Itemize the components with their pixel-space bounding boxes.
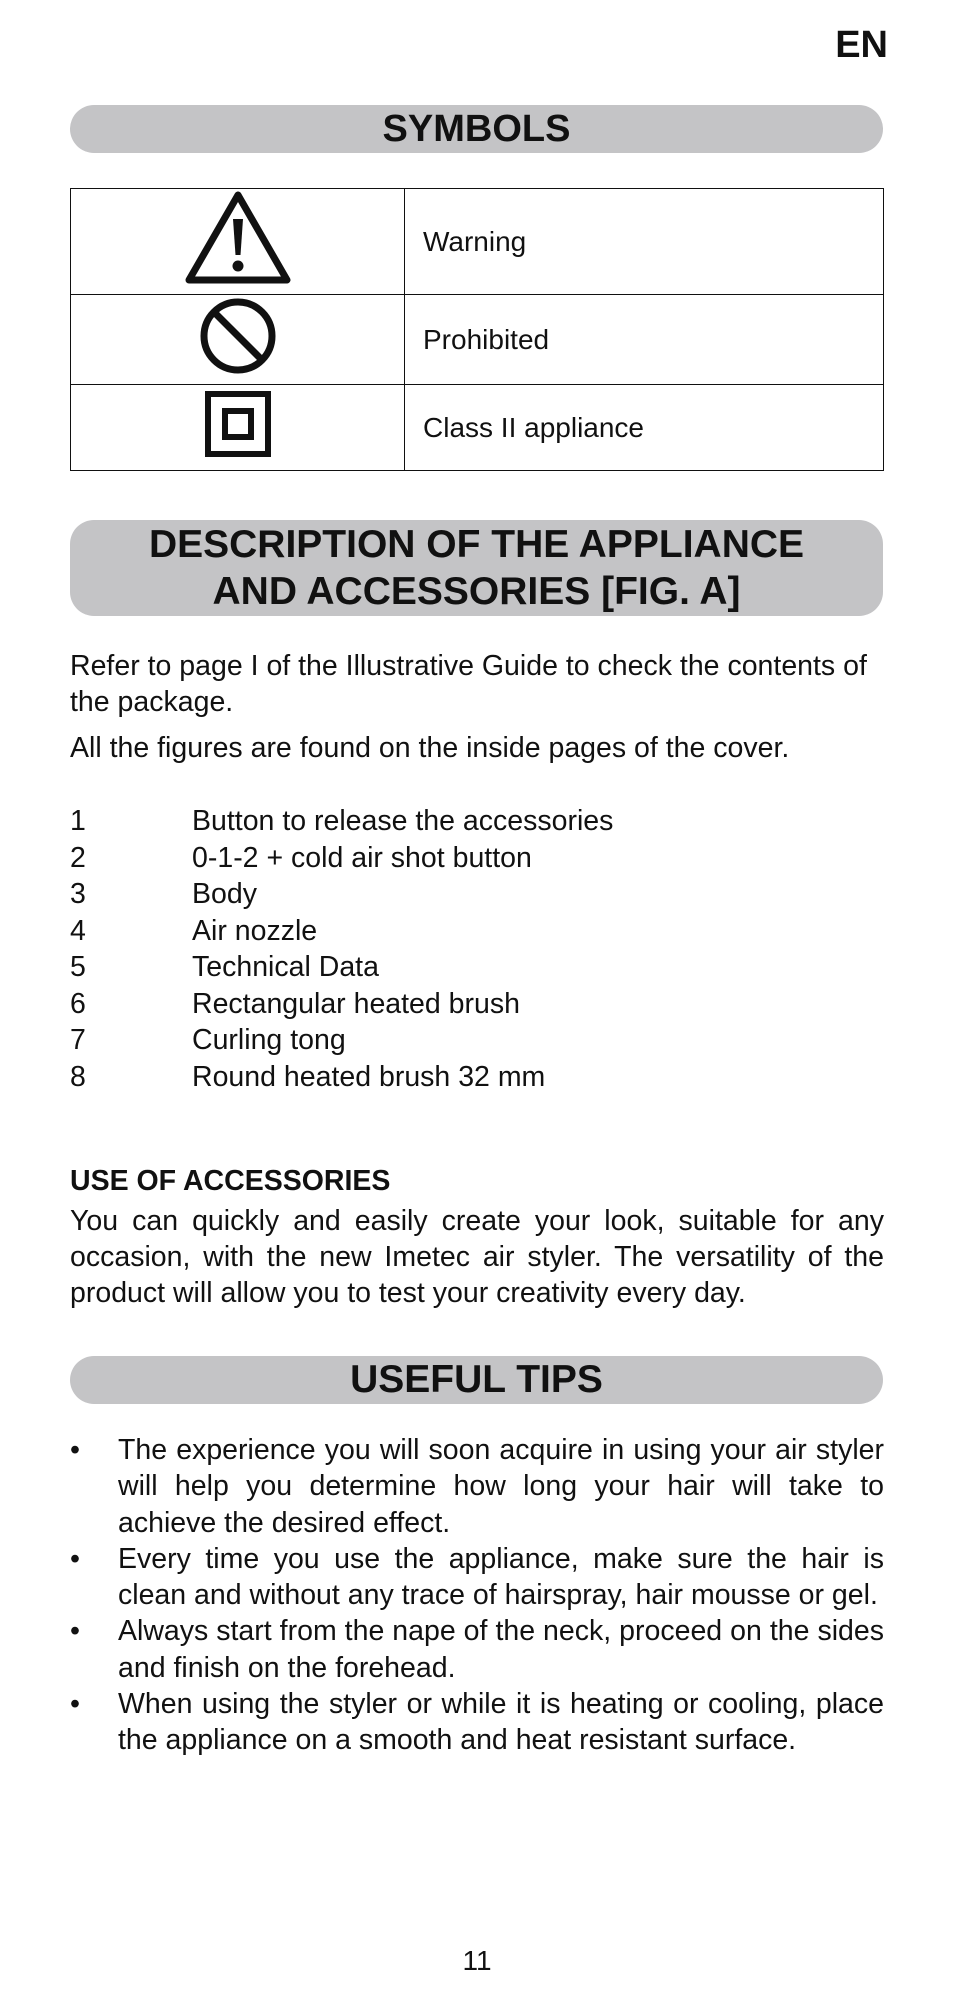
symbols-table <box>70 188 884 471</box>
bullet: • <box>70 1688 80 1721</box>
list-item <box>70 1059 613 1096</box>
symbol-row <box>71 385 884 471</box>
list-item <box>70 949 613 986</box>
part-number: 8 <box>70 1060 86 1093</box>
prohibited-icon <box>198 296 278 376</box>
part-label: Rectangular heated brush <box>192 987 520 1020</box>
page-number: 11 <box>462 1945 492 1976</box>
tip-text: The experience you will soon acquire in using your air styler will help you determine how long your hair will take to achieve the desired effect. <box>118 1434 884 1539</box>
symbol-row <box>71 189 884 295</box>
intro-paragraph: All the figures are found on the inside pages of the cover. <box>70 732 790 764</box>
bullet: • <box>70 1542 80 1575</box>
description-heading-line2: AND ACCESSORIES [FIG. A] <box>212 570 741 613</box>
list-item <box>70 913 613 950</box>
part-number: 2 <box>70 841 86 874</box>
description-heading <box>70 520 883 616</box>
bullet: • <box>70 1434 80 1466</box>
part-label: 0-1-2 + cold air shot button <box>192 841 532 874</box>
symbol-label: Class II appliance <box>405 385 884 471</box>
part-label: Body <box>192 878 257 910</box>
part-label: Round heated brush 32 mm <box>192 1060 546 1093</box>
list-item <box>70 1686 884 1759</box>
symbols-heading: SYMBOLS <box>70 105 883 153</box>
part-label: Technical Data <box>192 951 379 983</box>
part-number: 4 <box>70 914 86 947</box>
list-item <box>70 1432 884 1541</box>
list-item <box>70 1541 884 1614</box>
part-number: 7 <box>70 1024 86 1056</box>
list-item <box>70 1613 884 1686</box>
description-heading-line1: DESCRIPTION OF THE APPLIANCE <box>148 523 805 566</box>
list-item <box>70 803 613 840</box>
accessories-paragraph: You can quickly and easily create your look, suitable for any occasion, with the new Imetec air styler. The versatility of the product will allow you to test your creativity every day. <box>70 1205 884 1309</box>
symbol-label: Warning <box>405 189 884 295</box>
language-code: EN <box>835 24 888 66</box>
part-number: 1 <box>70 805 86 837</box>
class-ii-square-icon <box>204 390 272 458</box>
list-item <box>70 986 613 1023</box>
part-number: 5 <box>70 951 86 983</box>
accessories-heading: USE OF ACCESSORIES <box>70 1165 391 1197</box>
symbol-label: Prohibited <box>405 295 884 385</box>
tip-text: When using the styler or while it is heating or cooling, place the appliance on a smooth and heat resistant surface. <box>118 1688 884 1757</box>
tip-text: Always start from the nape of the neck, proceed on the sides and finish on the forehead. <box>118 1615 884 1684</box>
part-label: Button to release the accessories <box>192 805 614 837</box>
symbol-row <box>71 295 884 385</box>
tips-heading: USEFUL TIPS <box>70 1356 883 1404</box>
list-item <box>70 1022 613 1059</box>
bullet: • <box>70 1615 80 1648</box>
tip-text: Every time you use the appliance, make sure the hair is clean and without any trace of hairspray, hair mousse or gel. <box>118 1542 884 1612</box>
part-number: 6 <box>70 987 86 1020</box>
part-number: 3 <box>70 878 86 910</box>
parts-list <box>70 803 613 1095</box>
list-item <box>70 876 613 913</box>
part-label: Air nozzle <box>192 914 318 947</box>
tips-list <box>70 1432 884 1759</box>
part-label: Curling tong <box>192 1024 346 1056</box>
list-item <box>70 840 613 877</box>
warning-triangle-icon <box>183 189 293 287</box>
intro-paragraph: Refer to page I of the Illustrative Guide to check the contents of the package. <box>70 650 867 718</box>
